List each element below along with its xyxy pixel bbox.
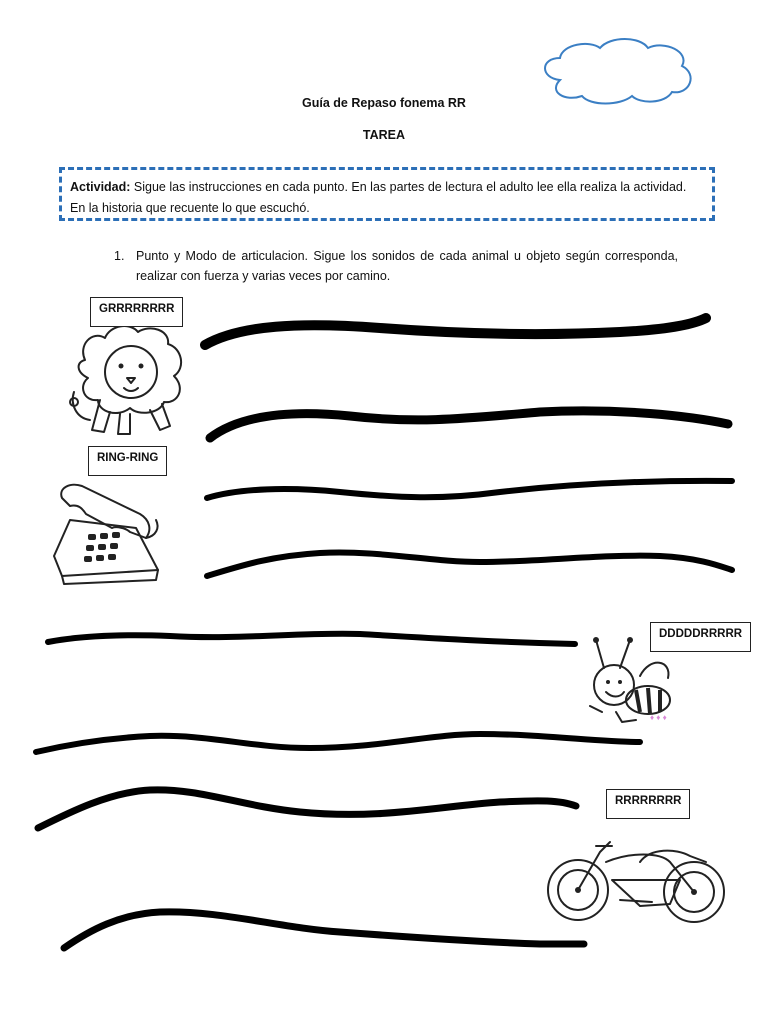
trace-path-bee-2[interactable]: [36, 734, 640, 752]
activity-text: Sigue las instrucciones en cada punto. En las partes de lectura el adulto lee ella realiza la actividad. En la historia que recuente lo que escuchó.: [70, 180, 687, 215]
instruction-text: Punto y Modo de articulacion. Sigue los sonidos de cada animal u objeto según corresponda, realizar con fuerza y varias veces por camino.: [136, 249, 678, 283]
cloud-icon: [545, 39, 691, 104]
svg-text:♦ ♦ ♦: ♦ ♦ ♦: [650, 713, 667, 722]
trace-path-phone-2[interactable]: [207, 553, 732, 576]
trace-path-lion-2[interactable]: [210, 411, 728, 438]
trace-path-motorcycle-1[interactable]: [38, 790, 576, 828]
instruction-number: 1.: [114, 249, 125, 263]
label-phone-sound: RING-RING: [88, 446, 167, 476]
label-motorcycle-sound: RRRRRRRR: [606, 789, 690, 819]
trace-path-bee-1[interactable]: [48, 634, 575, 644]
activity-box: [59, 167, 715, 221]
instruction-item-1: [114, 246, 678, 286]
label-lion-sound: GRRRRRRRR: [90, 297, 183, 327]
trace-path-phone-1[interactable]: [207, 481, 732, 498]
trace-path-motorcycle-2[interactable]: [64, 912, 584, 948]
page-subtitle: TAREA: [362, 128, 406, 142]
activity-label: Actividad:: [70, 180, 131, 194]
trace-path-lion-1[interactable]: [205, 318, 706, 345]
page-title: Guía de Repaso fonema RR: [302, 96, 466, 110]
label-bee-sound: DDDDDRRRRR: [650, 622, 751, 652]
lion-icon: [70, 326, 181, 434]
motorcycle-icon: [548, 842, 724, 922]
telephone-icon: [54, 485, 158, 584]
